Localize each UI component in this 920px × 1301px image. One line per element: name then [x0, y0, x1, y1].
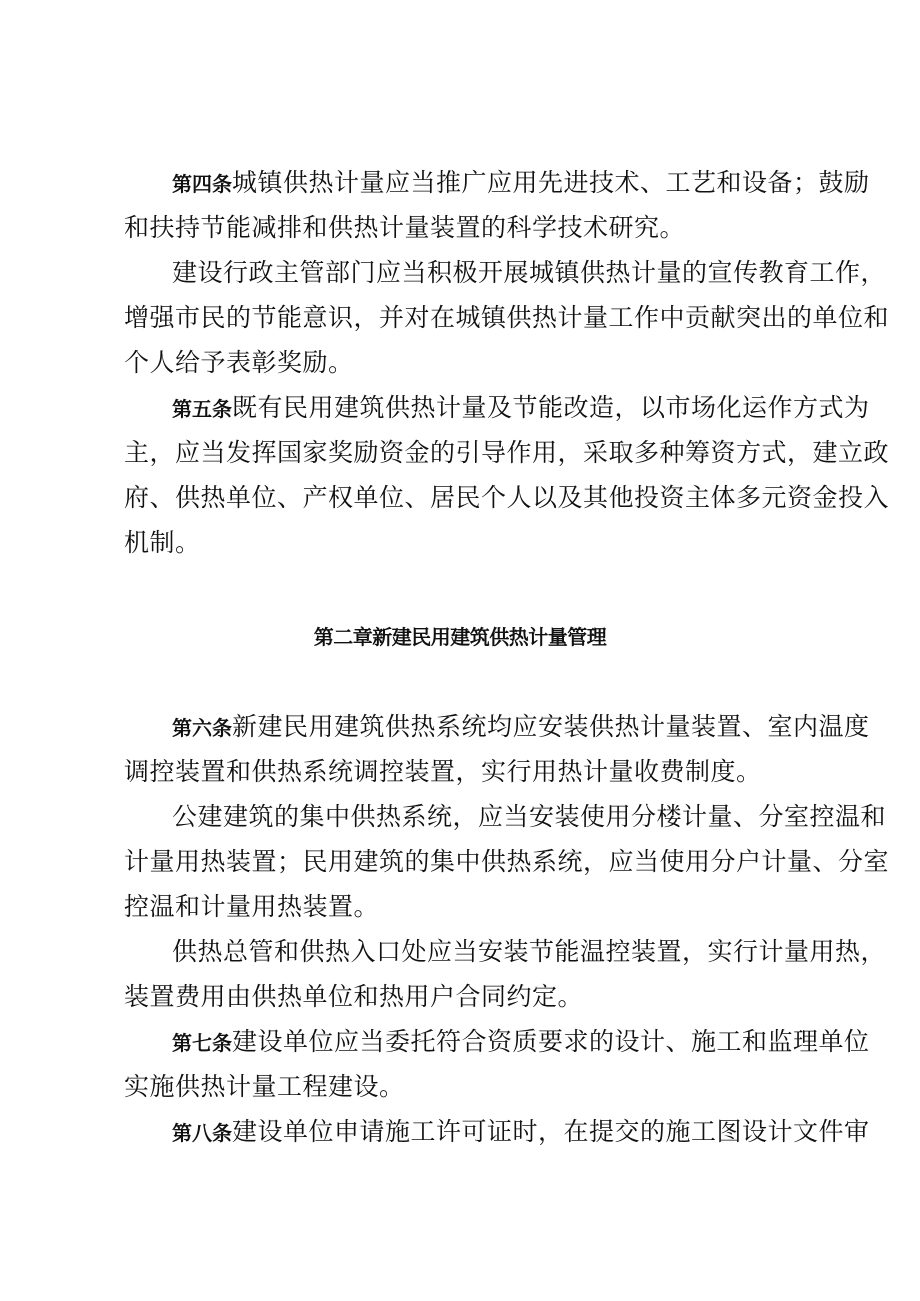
article5-line4: 机制。 [124, 528, 201, 557]
article6-p2-line1: 公建建筑的集中供热系统，应当安装使用分楼计量、分室控温和 [172, 802, 887, 831]
article8-label: 第八条 [172, 1121, 232, 1145]
article7-label: 第七条 [172, 1031, 232, 1055]
article6-line1 [172, 712, 870, 743]
article4-p2-line1: 建设行政主管部门应当积极开展城镇供热计量的宣传教育工作， [172, 258, 887, 287]
article5-label: 第五条 [172, 397, 232, 421]
article6-label: 第六条 [172, 716, 232, 740]
article4-line2: 和扶持节能减排和供热计量装置的科学技术研究。 [124, 213, 686, 242]
article4-line1 [172, 168, 870, 199]
article7-line1-text: 建设单位应当委托符合资质要求的设计、施工和监理单位 [232, 1027, 870, 1056]
article6-p2-line3: 控温和计量用热装置。 [124, 892, 380, 921]
article4-line1-text: 城镇供热计量应当推广应用先进技术、工艺和设备；鼓励 [232, 168, 870, 197]
article6-p3-line2: 装置费用由供热单位和热用户合同约定。 [124, 982, 584, 1011]
article5-line1-text: 既有民用建筑供热计量及节能改造，以市场化运作方式为 [232, 393, 870, 422]
article4-p2-line2: 增强市民的节能意识，并对在城镇供热计量工作中贡献突出的单位和 [124, 303, 890, 332]
chapter-heading: 第二章新建民用建筑供热计量管理 [313, 625, 607, 649]
article6-line2: 调控装置和供热系统调控装置，实行用热计量收费制度。 [124, 757, 762, 786]
article8-line1-text: 建设单位申请施工许可证时，在提交的施工图设计文件审 [232, 1117, 870, 1146]
article6-line1-text: 新建民用建筑供热系统均应安装供热计量装置、室内温度 [232, 712, 870, 741]
article5-line3: 府、供热单位、产权单位、居民个人以及其他投资主体多元资金投入 [124, 483, 890, 512]
article5-line1 [172, 393, 870, 424]
article5-line2: 主，应当发挥国家奖励资金的引导作用，采取多种筹资方式，建立政 [124, 438, 890, 467]
article6-p2-line2: 计量用热装置；民用建筑的集中供热系统，应当使用分户计量、分室 [124, 847, 890, 876]
article7-line1 [172, 1027, 870, 1058]
article4-p2-line3: 个人给予表彰奖励。 [124, 348, 354, 377]
article8-line1 [172, 1117, 870, 1148]
article7-line2: 实施供热计量工程建设。 [124, 1072, 405, 1101]
article4-label: 第四条 [172, 172, 232, 196]
article6-p3-line1: 供热总管和供热入口处应当安装节能温控装置，实行计量用热， [172, 937, 887, 966]
